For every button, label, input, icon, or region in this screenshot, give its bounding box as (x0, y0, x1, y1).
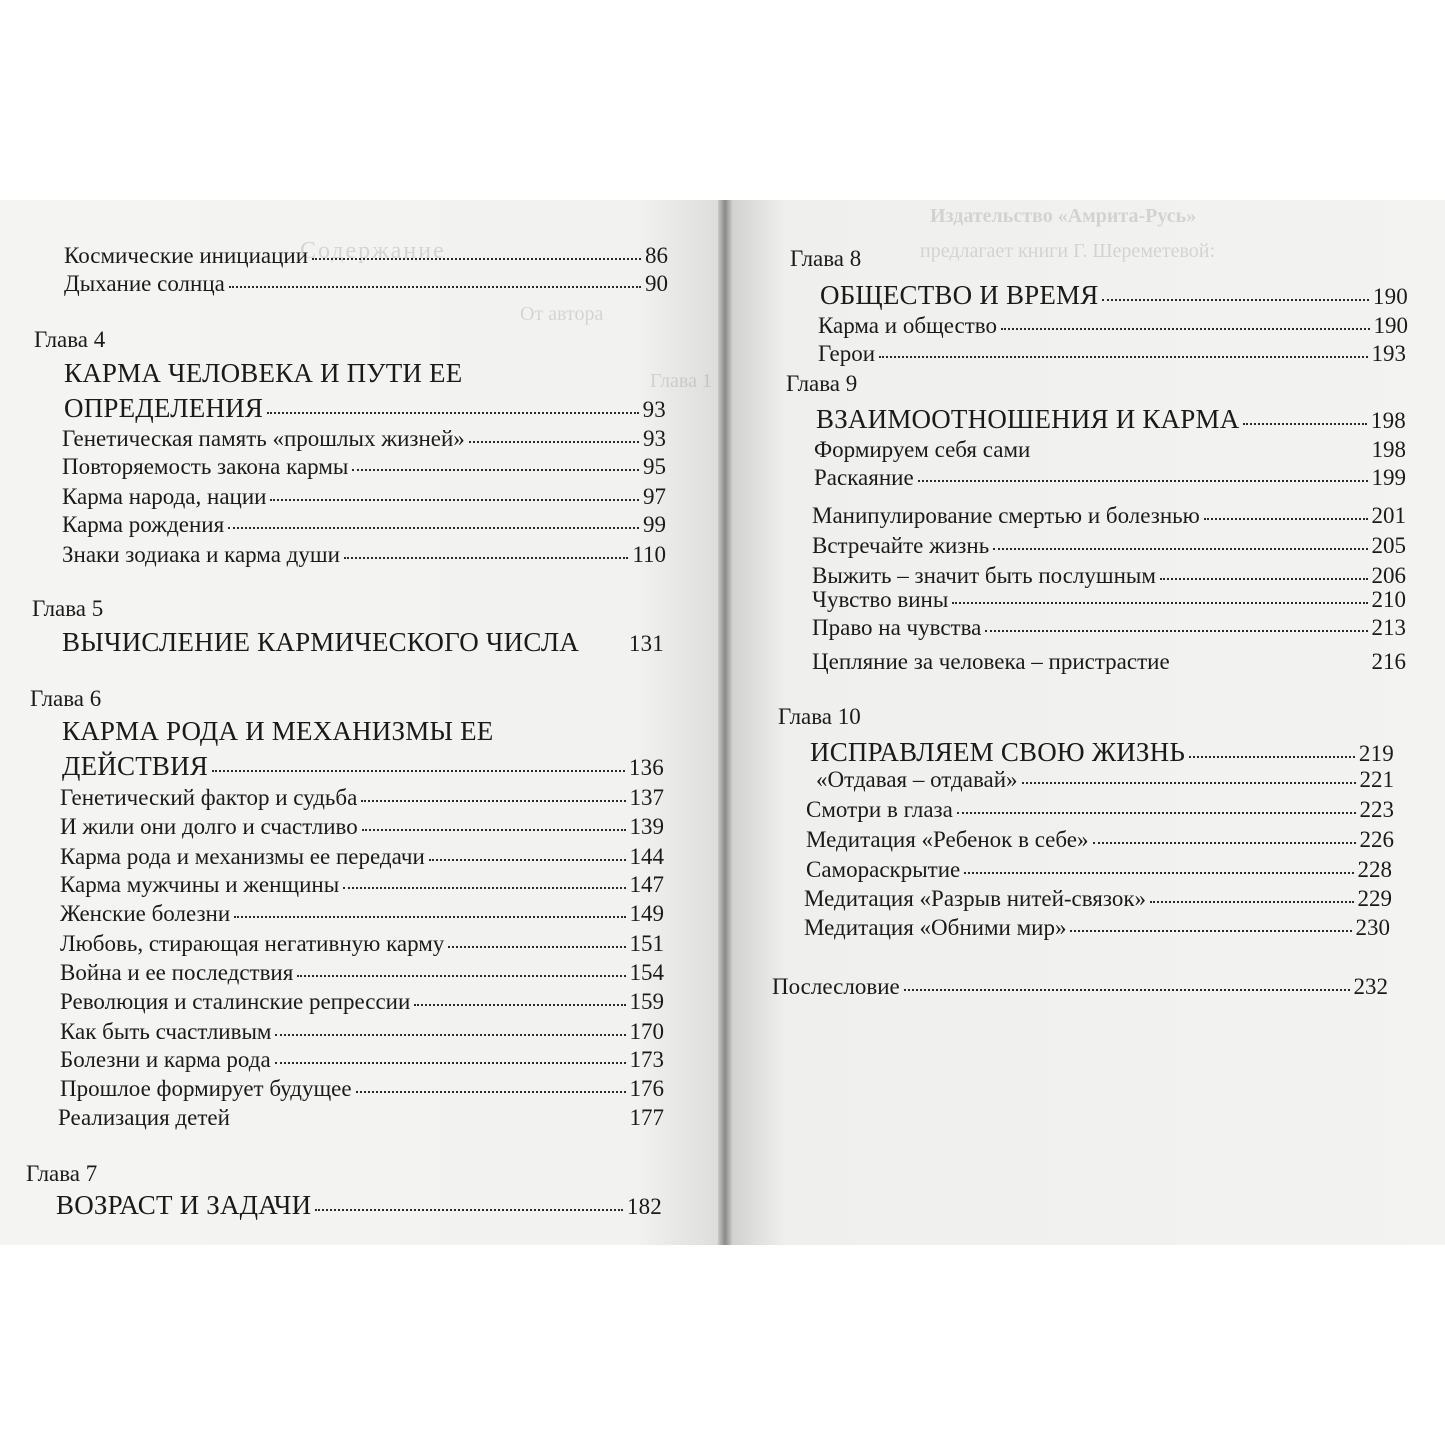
toc-entry-page: 93 (643, 426, 666, 451)
leader-dots (1189, 753, 1355, 758)
toc-entry (818, 314, 1408, 337)
toc-entry-title: Медитация «Обними мир» (804, 915, 1067, 940)
toc-entry-page: 216 (1371, 649, 1406, 674)
leader-dots (1243, 420, 1367, 425)
toc-entry-title: Манипулирование смертью и болезнью (812, 503, 1200, 528)
toc-entry-title: Герои (818, 341, 876, 366)
leader-dots (234, 913, 625, 918)
leader-dots (362, 826, 626, 831)
toc-entry-title: Формируем себя сами (814, 437, 1031, 462)
bleed-through-text: Глава 1 (650, 370, 712, 392)
leader-dots (957, 809, 1356, 814)
toc-entry-title: Смотри в глаза (806, 797, 953, 822)
toc-entry (818, 342, 1406, 365)
toc-entry-page: 99 (643, 512, 666, 537)
chapter-heading-entry (810, 739, 1394, 766)
leader-dots (583, 643, 625, 648)
toc-entry-title: Медитация «Ребенок в себе» (806, 827, 1089, 852)
toc-entry-afterword (772, 975, 1388, 998)
toc-entry (806, 828, 1394, 851)
toc-entry-title: Карма и общество (818, 313, 997, 338)
toc-entry-title: Болезни и карма рода (60, 1047, 271, 1072)
toc-entry (812, 564, 1406, 587)
toc-entry (60, 873, 664, 896)
leader-dots (297, 972, 625, 977)
toc-entry-title: Карма рода и механизмы ее передачи (60, 844, 425, 869)
toc-entry-page: 210 (1371, 587, 1406, 612)
toc-entry-page: 182 (626, 1194, 662, 1219)
toc-entry-title: Генетический фактор и судьба (60, 785, 358, 810)
toc-entry-page: 173 (629, 1047, 664, 1072)
toc-entry-title: Знаки зодиака и карма души (62, 542, 340, 567)
toc-entry-title: Карма мужчины и женщины (60, 872, 340, 897)
toc-entry-page: 229 (1357, 886, 1392, 911)
toc-entry-page: 193 (1371, 341, 1406, 366)
toc-entry (60, 1020, 664, 1043)
toc-entry-title: «Отдавая – отдавай» (816, 767, 1018, 792)
toc-entry-title: Раскаяние (814, 465, 914, 490)
toc-entry-title: Война и ее последствия (60, 960, 294, 985)
chapter-heading-entry (816, 406, 1406, 433)
leader-dots (1093, 839, 1356, 844)
leader-dots (1034, 449, 1367, 454)
toc-entry-page: 223 (1359, 797, 1394, 822)
chapter-heading-entry (62, 753, 664, 780)
chapter-label: Глава 7 (26, 1161, 98, 1186)
bleed-through-text: Издательство «Амрита-Русь» (930, 205, 1197, 227)
leader-dots (993, 545, 1367, 550)
toc-entry-page: 139 (629, 814, 664, 839)
leader-dots (1102, 296, 1368, 301)
leader-dots (1150, 898, 1353, 903)
toc-entry-page: 159 (629, 989, 664, 1014)
toc-entry-page: 86 (645, 243, 668, 268)
toc-entry (62, 543, 666, 566)
toc-entry-title: Повторяемость закона кармы (62, 454, 349, 479)
chapter-label: Глава 6 (30, 686, 102, 711)
toc-entry-page: 190 (1373, 313, 1408, 338)
toc-entry-page: 136 (628, 755, 664, 780)
leader-dots (343, 884, 625, 889)
book-gutter (718, 200, 732, 1245)
leader-dots (414, 1001, 625, 1006)
chapter-heading-entry (62, 629, 664, 656)
toc-entry (60, 932, 664, 955)
leader-dots (469, 438, 639, 443)
chapter-heading-entry (56, 1192, 662, 1219)
toc-entry-title: ВЗАИМООТНОШЕНИЯ И КАРМА (816, 404, 1240, 434)
toc-entry-page: 176 (629, 1076, 664, 1101)
leader-dots (879, 353, 1367, 358)
toc-entry-page: 149 (629, 901, 664, 926)
chapter-label: Глава 10 (778, 704, 861, 729)
toc-entry (814, 466, 1406, 489)
toc-entry-page: 230 (1355, 915, 1390, 940)
leader-dots (1022, 779, 1356, 784)
leader-dots (448, 943, 625, 948)
toc-entry-page: 137 (629, 785, 664, 810)
toc-entry (804, 916, 1390, 939)
toc-entry (62, 513, 666, 536)
toc-entry (62, 455, 666, 478)
leader-dots (228, 524, 639, 529)
toc-entry (60, 786, 664, 809)
leader-dots (315, 1206, 623, 1211)
toc-entry (816, 768, 1394, 791)
leader-dots (356, 1088, 626, 1093)
toc-entry-title: Любовь, стирающая негативную карму (60, 931, 445, 956)
toc-entry (812, 650, 1406, 673)
toc-entry-title: ОБЩЕСТВО И ВРЕМЯ (820, 280, 1099, 310)
leader-dots (964, 869, 1353, 874)
chapter-heading-entry (64, 395, 666, 422)
bleed-through-text: Содержание (300, 238, 446, 264)
toc-entry-title: И жили они долго и счастливо (60, 814, 358, 839)
toc-entry-page: 198 (1371, 437, 1406, 462)
toc-entry (814, 438, 1406, 461)
toc-entry (812, 504, 1406, 527)
leader-dots (352, 466, 639, 471)
toc-entry-page: 131 (628, 631, 664, 656)
toc-entry-title: Карма рождения (62, 512, 225, 537)
toc-entry-title: Космические инициации (64, 243, 309, 268)
toc-entry-page: 205 (1371, 533, 1406, 558)
toc-entry-page: 221 (1359, 767, 1394, 792)
bleed-through-text: От автора (520, 303, 604, 325)
toc-entry (58, 1106, 664, 1129)
toc-entry-title: Как быть счастливым (60, 1019, 272, 1044)
leader-dots (952, 599, 1367, 604)
chapter-heading: КАРМА ЧЕЛОВЕКА И ПУТИ ЕЕ (64, 358, 463, 388)
leader-dots (1204, 515, 1368, 520)
toc-entry-page: 228 (1357, 857, 1392, 882)
leader-dots (212, 767, 625, 772)
toc-entry-page: 201 (1371, 503, 1406, 528)
leader-dots (1070, 927, 1351, 932)
toc-entry-page: 93 (642, 397, 666, 422)
leader-dots (275, 1031, 625, 1036)
leader-dots (234, 1117, 626, 1122)
toc-entry (62, 485, 666, 508)
toc-entry-page: 226 (1359, 827, 1394, 852)
toc-entry (60, 1048, 664, 1071)
toc-entry (64, 244, 668, 267)
toc-entry-page: 97 (643, 484, 666, 509)
leader-dots (1001, 325, 1370, 330)
toc-entry-title: ДЕЙСТВИЯ (62, 751, 209, 781)
chapter-heading-entry (820, 282, 1408, 309)
toc-entry (60, 845, 664, 868)
toc-entry-page: 177 (629, 1105, 664, 1130)
toc-entry (812, 588, 1406, 611)
toc-entry-title: Самораскрытие (806, 857, 961, 882)
toc-entry (806, 798, 1394, 821)
chapter-label: Глава 8 (790, 246, 862, 271)
toc-entry-title: ВОЗРАСТ И ЗАДАЧИ (56, 1190, 312, 1220)
leader-dots (361, 797, 625, 802)
toc-entry-title: Право на чувства (812, 615, 982, 640)
toc-entry-title: ОПРЕДЕЛЕНИЯ (64, 393, 264, 423)
leader-dots (229, 283, 641, 288)
toc-entry (60, 815, 664, 838)
toc-entry-title: Карма народа, нации (62, 484, 267, 509)
toc-entry (806, 858, 1392, 881)
leader-dots (344, 554, 628, 559)
toc-entry-title: Женские болезни (60, 901, 231, 926)
toc-entry-page: 144 (629, 844, 664, 869)
leader-dots (904, 986, 1350, 991)
toc-entry-title: Генетическая память «прошлых жизней» (62, 426, 465, 451)
toc-entry-page: 154 (629, 960, 664, 985)
toc-entry-page: 198 (1370, 408, 1406, 433)
toc-entry-page: 199 (1371, 465, 1406, 490)
leader-dots (270, 496, 639, 501)
leader-dots (918, 477, 1368, 482)
toc-entry-title: Прошлое формирует будущее (60, 1076, 352, 1101)
toc-entry-page: 95 (643, 454, 666, 479)
bleed-through-text: предлагает книги Г. Шереметевой: (920, 240, 1216, 262)
chapter-label: Глава 5 (32, 596, 104, 621)
toc-entry-title: Послесловие (772, 974, 900, 999)
toc-entry (812, 616, 1406, 639)
leader-dots (275, 1059, 626, 1064)
toc-entry (60, 902, 664, 925)
toc-entry-title: ВЫЧИСЛЕНИЕ КАРМИЧЕСКОГО ЧИСЛА (62, 627, 580, 657)
chapter-label: Глава 4 (34, 327, 106, 352)
toc-entry-page: 232 (1353, 974, 1388, 999)
toc-entry (60, 990, 664, 1013)
leader-dots (1160, 575, 1368, 580)
toc-entry-title: Цепляние за человека – пристрастие (812, 649, 1170, 674)
toc-entry-page: 147 (629, 872, 664, 897)
toc-entry (804, 887, 1392, 910)
toc-entry-title: Дыхание солнца (64, 271, 225, 296)
toc-entry (62, 427, 666, 450)
toc-entry-title: Революция и сталинские репрессии (60, 989, 411, 1014)
toc-entry-page: 151 (629, 931, 664, 956)
leader-dots (1174, 661, 1368, 666)
toc-entry-title: ИСПРАВЛЯЕМ СВОЮ ЖИЗНЬ (810, 737, 1186, 767)
toc-entry-page: 170 (629, 1019, 664, 1044)
chapter-label: Глава 9 (786, 371, 858, 396)
toc-entry (60, 961, 664, 984)
toc-entry-title: Медитация «Разрыв нитей-связок» (804, 886, 1147, 911)
toc-entry-title: Выжить – значит быть послушным (812, 563, 1156, 588)
toc-entry-page: 190 (1372, 284, 1408, 309)
toc-entry-page: 90 (645, 271, 668, 296)
toc-entry-page: 219 (1358, 741, 1394, 766)
toc-entry-page: 206 (1371, 563, 1406, 588)
leader-dots (267, 409, 639, 414)
leader-dots (985, 627, 1367, 632)
toc-entry-title: Встречайте жизнь (812, 533, 990, 558)
toc-entry-title: Чувство вины (812, 587, 949, 612)
chapter-heading: КАРМА РОДА И МЕХАНИЗМЫ ЕЕ (62, 716, 494, 746)
leader-dots (312, 255, 641, 260)
toc-entry-page: 110 (632, 542, 666, 567)
toc-entry-title: Реализация детей (58, 1105, 230, 1130)
toc-entry-page: 213 (1371, 615, 1406, 640)
toc-entry (812, 534, 1406, 557)
leader-dots (429, 856, 626, 861)
toc-entry (60, 1077, 664, 1100)
toc-entry (64, 272, 668, 295)
